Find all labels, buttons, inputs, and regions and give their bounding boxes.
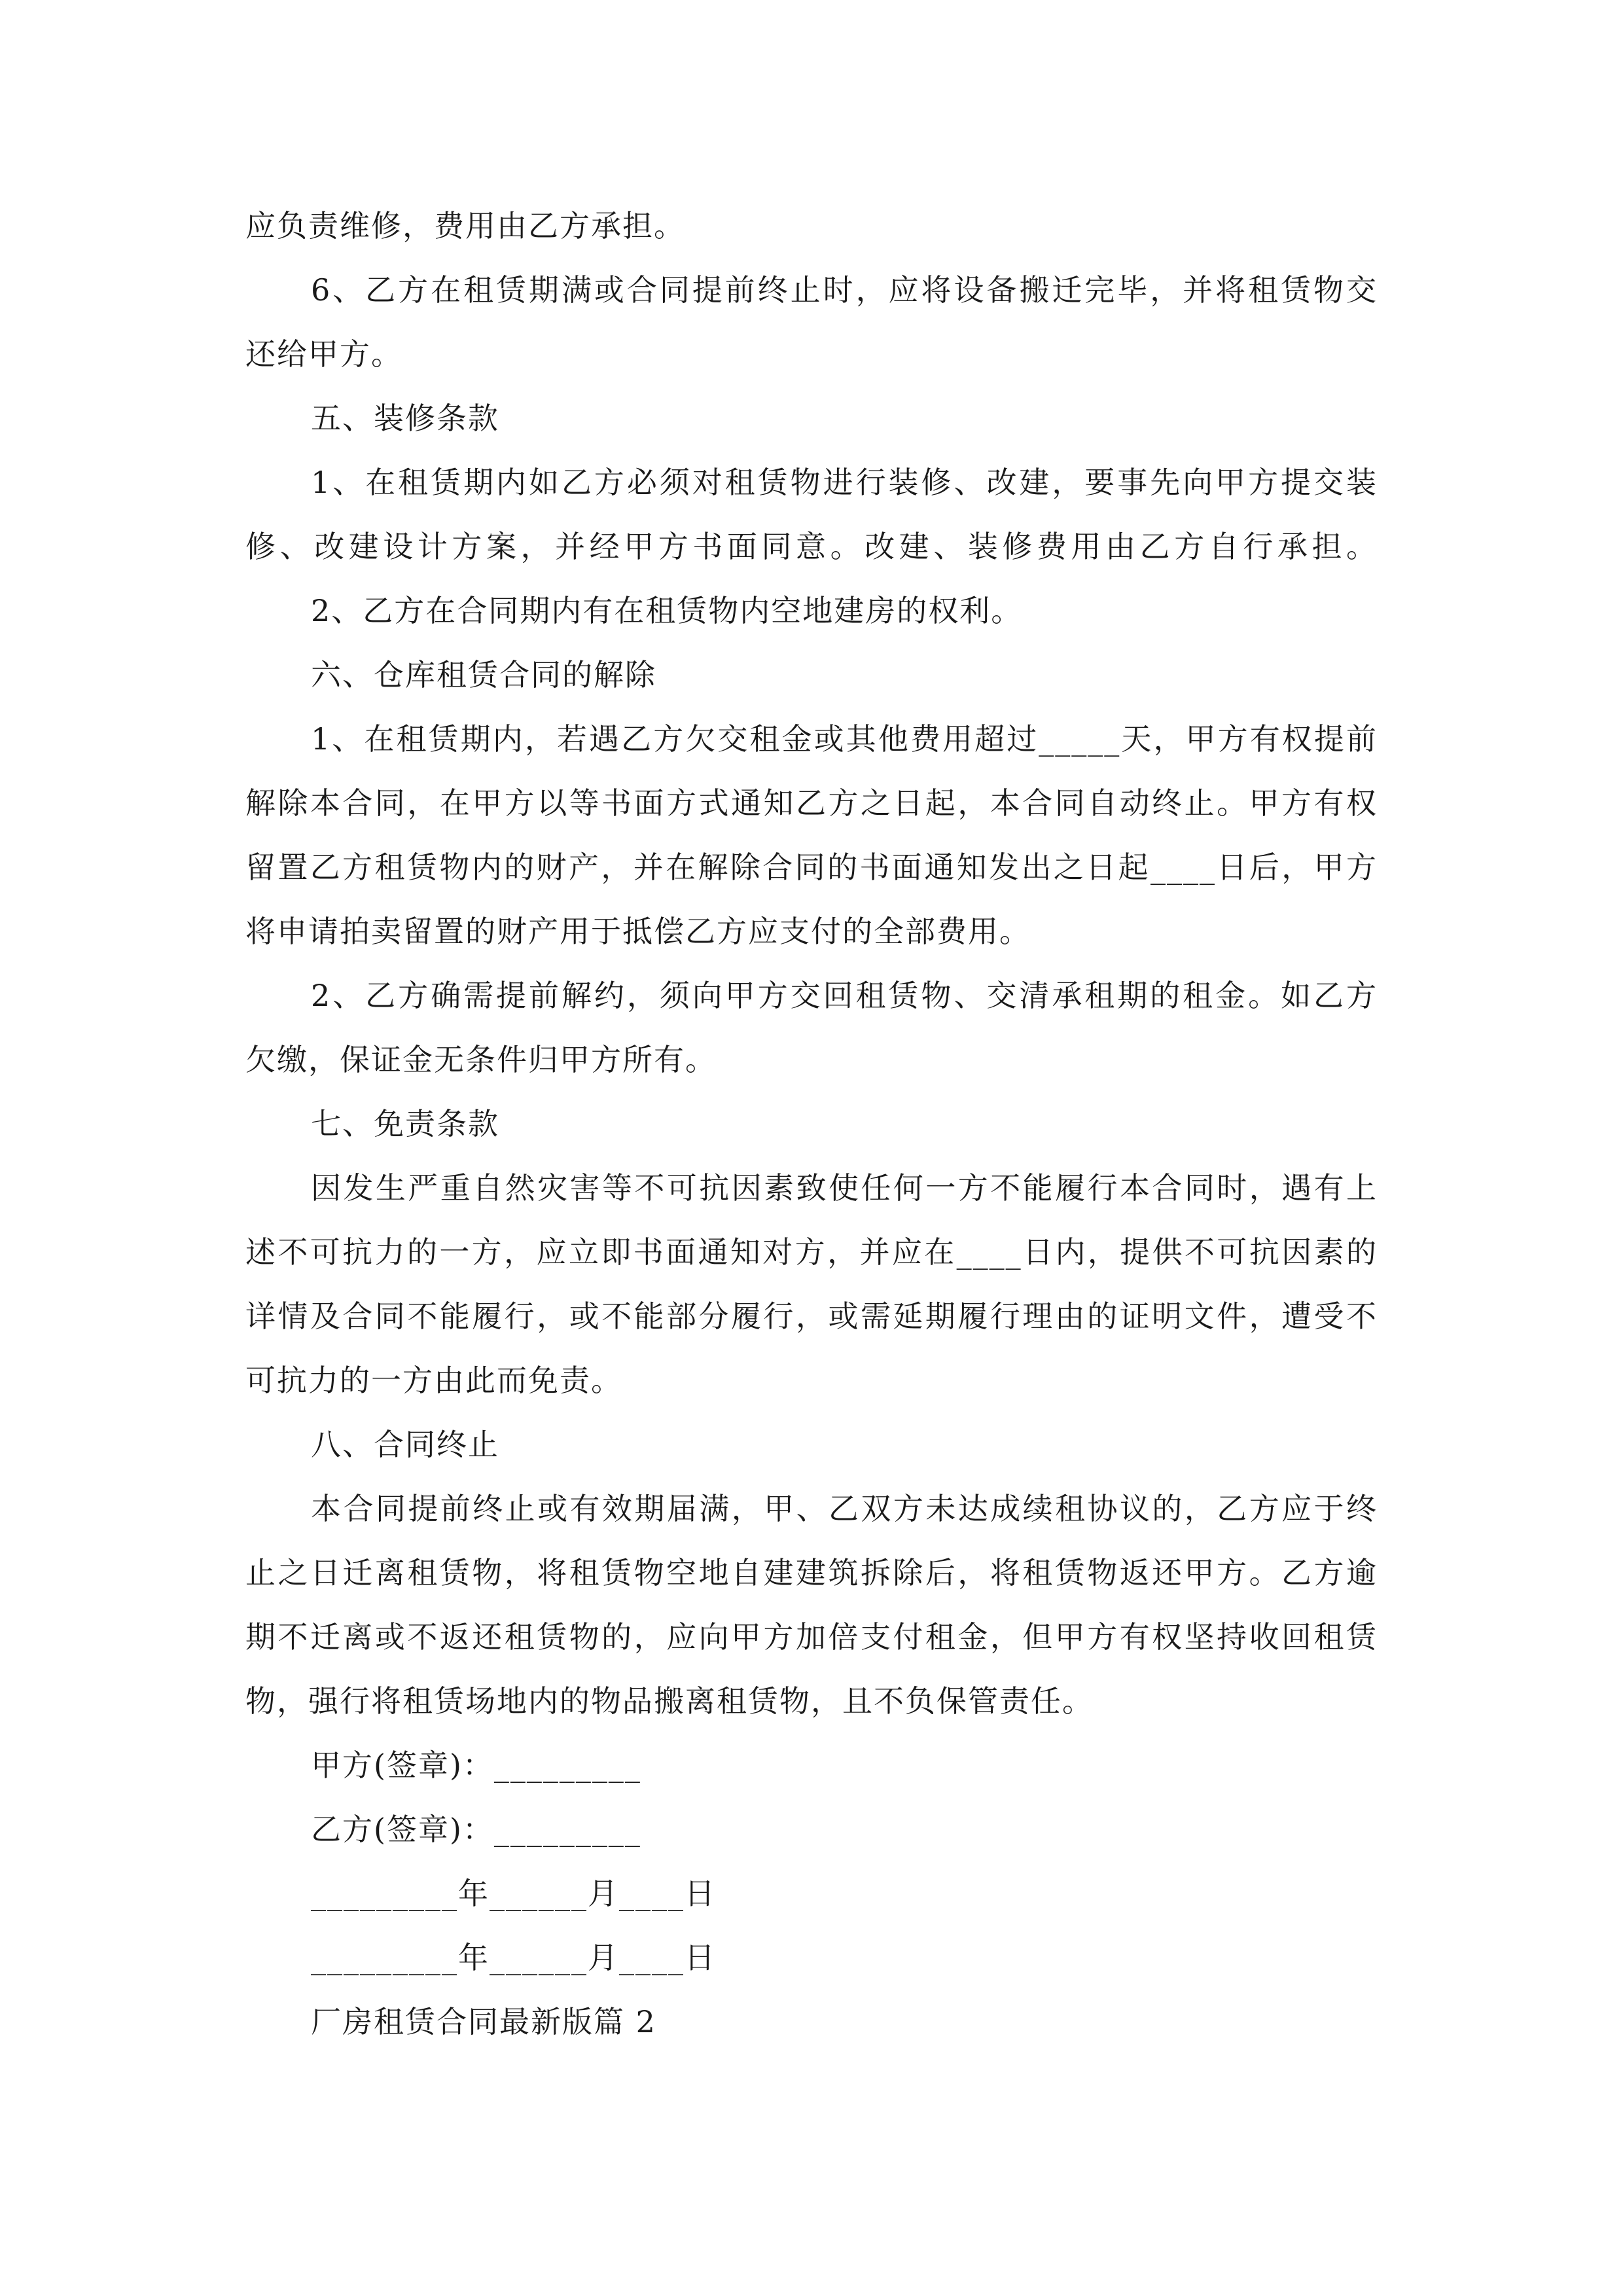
text-line: 本合同提前终止或有效期届满，甲、乙双方未达成续租协议的，乙方应于终 <box>311 1491 1378 1526</box>
text-line: 1、在租赁期内如乙方必须对租赁物进行装修、改建，要事先向甲方提交装 <box>311 465 1378 500</box>
section-heading: 五、装修条款 <box>311 401 499 436</box>
signature-line-party-b: 乙方(签章)：_________ <box>311 1812 641 1847</box>
text-line: 6、乙方在租赁期满或合同提前终止时，应将设备搬迁完毕，并将租赁物交 <box>311 272 1378 308</box>
text-line: 1、在租赁期内，若遇乙方欠交租金或其他费用超过_____天，甲方有权提前 <box>311 721 1378 757</box>
text-line: 因发生严重自然灾害等不可抗因素致使任何一方不能履行本合同时，遇有上 <box>311 1170 1378 1206</box>
section-heading: 六、仓库租赁合同的解除 <box>311 657 656 692</box>
text-line: 物，强行将租赁场地内的物品搬离租赁物，且不负保管责任。 <box>245 1683 1094 1719</box>
date-line: _________年______月____日 <box>311 1940 716 1975</box>
text-line: 解除本合同，在甲方以等书面方式通知乙方之日起，本合同自动终止。甲方有权 <box>245 785 1378 821</box>
date-line: _________年______月____日 <box>311 1876 716 1911</box>
text-line: 欠缴，保证金无条件归甲方所有。 <box>245 1042 717 1077</box>
text-line: 应负责维修，费用由乙方承担。 <box>245 208 685 243</box>
text-line: 止之日迁离租赁物，将租赁物空地自建建筑拆除后，将租赁物返还甲方。乙方逾 <box>245 1555 1378 1590</box>
document-body <box>245 194 1378 2054</box>
text-line: 期不迁离或不返还租赁物的，应向甲方加倍支付租金，但甲方有权坚持收回租赁 <box>245 1619 1378 1655</box>
text-line: 可抗力的一方由此而免责。 <box>245 1363 622 1398</box>
text-line: 还给甲方。 <box>245 336 402 372</box>
text-line: 留置乙方租赁物内的财产，并在解除合同的书面通知发出之日起____日后，甲方 <box>245 850 1378 885</box>
text-line: 修、改建设计方案，并经甲方书面同意。改建、装修费用由乙方自行承担。 <box>245 529 1378 564</box>
signature-line-party-a: 甲方(签章)：_________ <box>311 1748 641 1783</box>
text-line: 述不可抗力的一方，应立即书面通知对方，并应在____日内，提供不可抗因素的 <box>245 1234 1378 1270</box>
section-heading: 七、免责条款 <box>311 1106 499 1141</box>
section-heading: 八、合同终止 <box>311 1427 499 1462</box>
next-article-title: 厂房租赁合同最新版篇 2 <box>311 2004 656 2039</box>
text-line: 2、乙方在合同期内有在租赁物内空地建房的权利。 <box>311 593 1023 628</box>
text-line: 详情及合同不能履行，或不能部分履行，或需延期履行理由的证明文件，遭受不 <box>245 1299 1378 1334</box>
text-line: 2、乙方确需提前解约，须向甲方交回租赁物、交清承租期的租金。如乙方 <box>311 978 1378 1013</box>
text-line: 将申请拍卖留置的财产用于抵偿乙方应支付的全部费用。 <box>245 914 1031 949</box>
